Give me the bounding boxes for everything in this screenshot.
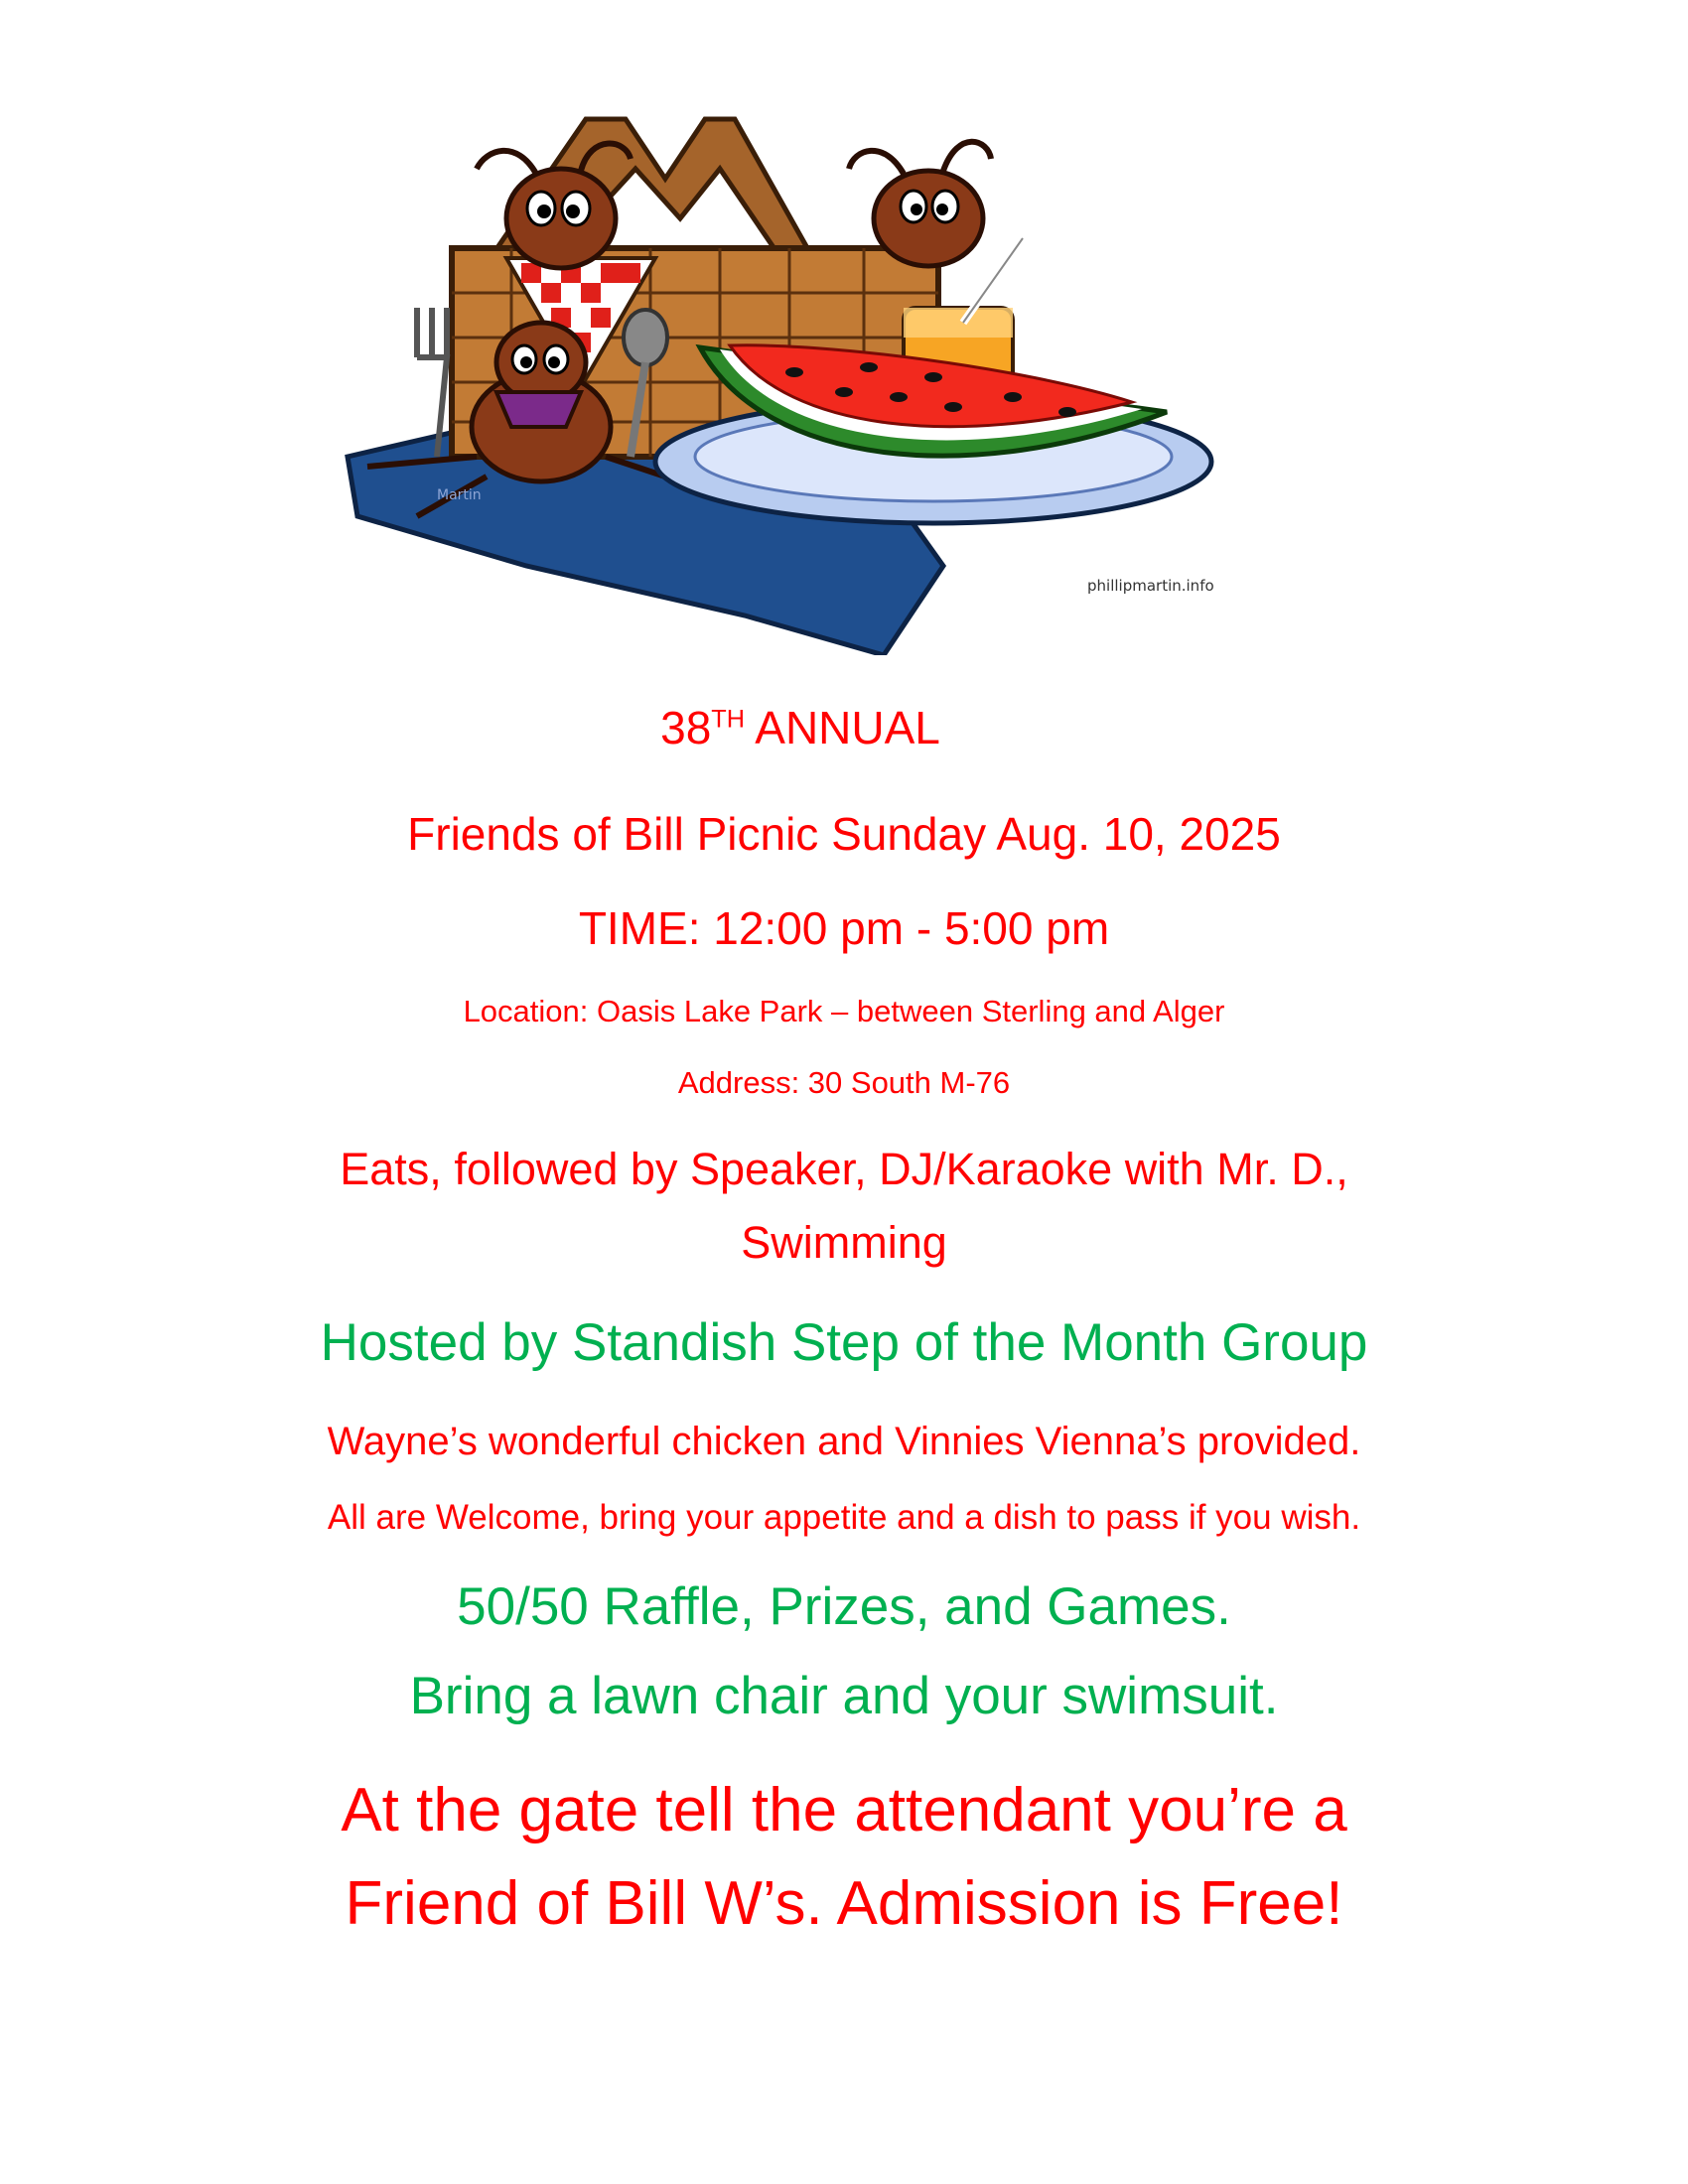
event-location: Location: Oasis Lake Park – between Sterling and Alger — [463, 994, 1225, 1028]
clipart-credit: phillipmartin.info — [1087, 577, 1214, 595]
event-time: TIME: 12:00 pm - 5:00 pm — [578, 902, 1110, 954]
artist-signature: Martin — [437, 487, 482, 503]
event-address: Address: 30 South M-76 — [677, 1065, 1011, 1100]
anniversary-label: ANNUAL — [745, 702, 940, 753]
food-line: Wayne’s wonderful chicken and Vinnies Vienna’s provided. — [327, 1420, 1361, 1463]
gate-line-2: Friend of Bill W’s. Admission is Free! — [345, 1869, 1343, 1938]
anniversary-number: 38 — [660, 702, 712, 753]
program-line-2: Swimming — [741, 1217, 947, 1268]
event-title: Friends of Bill Picnic Sunday Aug. 10, 2025 — [407, 808, 1281, 860]
picnic-ants-clipart — [328, 99, 1301, 655]
raffle-line: 50/50 Raffle, Prizes, and Games. — [457, 1577, 1231, 1636]
program-line-1: Eats, followed by Speaker, DJ/Karaoke with Mr. D., — [340, 1144, 1348, 1194]
welcome-line: All are Welcome, bring your appetite and a dish to pass if you wish. — [327, 1498, 1361, 1537]
bring-line: Bring a lawn chair and your swimsuit. — [409, 1667, 1279, 1725]
host-line: Hosted by Standish Step of the Month Group — [320, 1313, 1368, 1372]
anniversary-suffix: TH — [711, 705, 746, 734]
gate-line-1: At the gate tell the attendant you’re a — [341, 1776, 1347, 1844]
anniversary-heading — [0, 703, 1644, 753]
